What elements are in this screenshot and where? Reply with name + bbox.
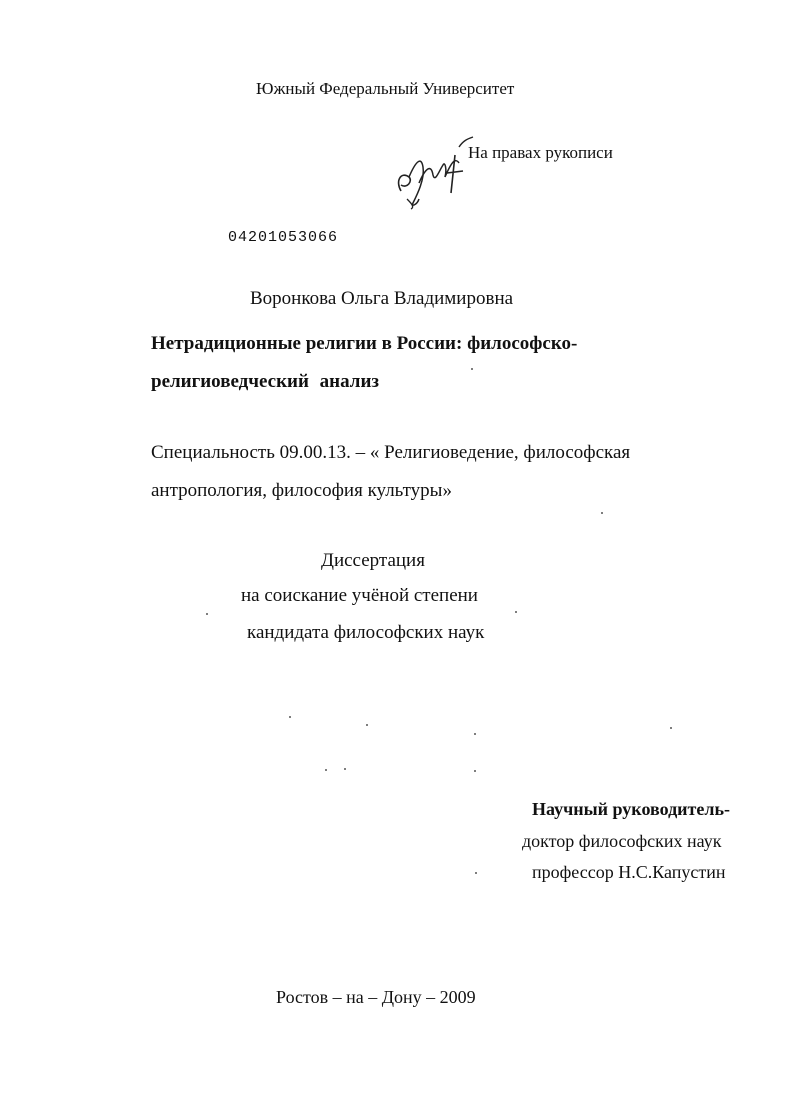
scan-speck	[206, 613, 208, 615]
document-type: Диссертация	[321, 550, 425, 571]
handwritten-signature	[393, 133, 478, 213]
scan-speck	[325, 769, 327, 771]
specialty-line-1: Специальность 09.00.13. – « Религиоведение, философская	[151, 442, 631, 463]
university-name: Южный Федеральный Университет	[256, 79, 515, 98]
scan-speck	[366, 724, 368, 726]
supervisor-degree: доктор философских наук	[522, 831, 722, 851]
degree-purpose: на соискание учёной степени	[241, 585, 478, 606]
catalog-number: 04201053066	[228, 229, 339, 246]
specialty-line-2: антропология, философия культуры»	[151, 480, 452, 501]
scan-speck	[471, 368, 473, 370]
scan-speck	[344, 768, 346, 770]
scan-speck	[601, 512, 603, 514]
scan-speck	[289, 716, 291, 718]
scan-speck	[475, 872, 477, 874]
supervisor-heading: Научный руководитель-	[532, 799, 730, 819]
dissertation-title-line-1: Нетрадиционные религии в России: философско-	[151, 333, 578, 354]
scan-speck	[474, 770, 476, 772]
scan-speck	[474, 733, 476, 735]
supervisor-name: профессор Н.С.Капустин	[532, 862, 726, 882]
scan-speck	[670, 727, 672, 729]
place-and-year: Ростов – на – Дону – 2009	[276, 987, 476, 1007]
degree-name: кандидата философских наук	[247, 622, 485, 643]
author-name: Воронкова Ольга Владимировна	[250, 288, 514, 309]
dissertation-title-line-2: религиоведческий анализ	[151, 371, 380, 392]
manuscript-rights-label: На правах рукописи	[468, 143, 613, 162]
scan-speck	[515, 611, 517, 613]
